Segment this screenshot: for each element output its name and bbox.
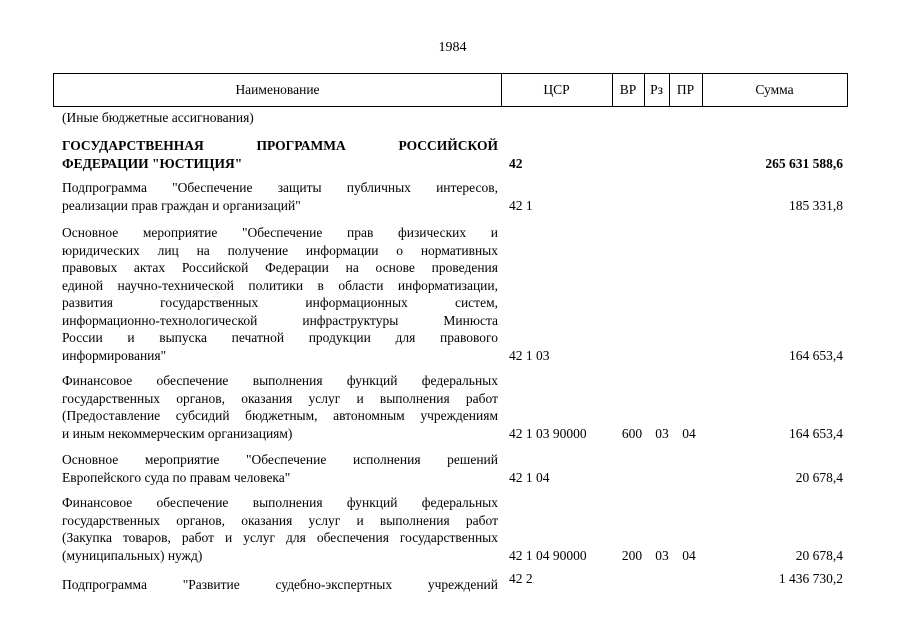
row-rz: 03 (655, 547, 669, 563)
header-rz: Рз (644, 74, 670, 106)
row-name-line: Европейского суда по правам человека" (62, 469, 291, 485)
row-sum: 265 631 588,6 (765, 155, 843, 171)
row-name-line: (Закупка товаров, работ и услуг для обеспечения государственных (62, 530, 498, 545)
row-sum: 164 653,4 (789, 425, 843, 441)
row-name (62, 179, 498, 214)
row-name (62, 372, 498, 442)
row-name-line: развития государственных информационных систем, (62, 295, 498, 310)
row-name-line: Подпрограмма "Обеспечение защиты публичных интересов, (62, 180, 498, 195)
row-name-line: ФЕДЕРАЦИИ "ЮСТИЦИЯ" (62, 155, 243, 171)
header-pr: ПР (669, 74, 703, 106)
row-name-line: юридических лиц на получение информации о нормативных (62, 242, 498, 258)
row-csr: 42 2 (509, 571, 533, 586)
row-name-line: России и выпуска печатной продукции для правового (62, 330, 498, 345)
row-name-line: (Предоставление субсидий бюджетным, автономным учреждениям (62, 408, 498, 423)
row-name (62, 494, 498, 564)
row-name-line: государственных органов, оказания услуг и выполнения работ (62, 390, 498, 406)
row-vr: 200 (621, 547, 643, 563)
row-name-line: (Иные бюджетные ассигнования) (62, 110, 254, 125)
row-csr: 42 1 (509, 197, 533, 213)
page-number: 1984 (438, 40, 467, 55)
row-sum: 20 678,4 (795, 547, 843, 563)
row-name-line: Подпрограмма "Развитие судебно-экспертных учреждений (62, 577, 498, 592)
row-rz: 03 (655, 425, 669, 441)
row-name (62, 576, 498, 594)
row-pr: 04 (682, 547, 696, 563)
row-name-line: Финансовое обеспечение выполнения функций федеральных (62, 373, 498, 388)
row-name-line: информационно-технологической инфраструктуры Минюста (62, 312, 498, 328)
row-name-line: ГОСУДАРСТВЕННАЯ ПРОГРАММА РОССИЙСКОЙ (62, 138, 498, 153)
row-name (62, 451, 498, 486)
row-name-line: единой научно-технической политики в области информатизации, (62, 277, 498, 293)
row-sum: 20 678,4 (795, 469, 843, 485)
row-name (62, 224, 498, 364)
row-name (62, 109, 498, 127)
row-name-line: Основное мероприятие "Обеспечение прав физических и (62, 225, 498, 240)
row-csr: 42 1 04 (509, 469, 550, 485)
row-name-line: Основное мероприятие "Обеспечение исполнения решений (62, 452, 498, 467)
row-name-line: Финансовое обеспечение выполнения функций федеральных (62, 495, 498, 510)
header-sum: Сумма (755, 82, 794, 97)
table-header (53, 73, 848, 107)
header-vr: ВР (612, 74, 645, 106)
row-name-line: реализации прав граждан и организаций" (62, 197, 301, 213)
row-csr: 42 1 04 90000 (509, 547, 587, 563)
row-pr: 04 (682, 425, 696, 441)
header-csr: ЦСР (501, 74, 613, 106)
row-sum: 1 436 730,2 (778, 571, 843, 586)
row-name (62, 137, 498, 172)
header-name: Наименование (54, 74, 502, 106)
row-csr: 42 (509, 155, 523, 171)
row-name-line: правовых актах Российской Федерации на основе проведения (62, 260, 498, 275)
row-sum: 164 653,4 (789, 347, 843, 363)
row-csr: 42 1 03 (509, 347, 550, 363)
row-name-line: и иным некоммерческим организациям) (62, 425, 293, 441)
row-csr: 42 1 03 90000 (509, 425, 587, 441)
row-name-line: (муниципальных) нужд) (62, 547, 203, 563)
row-name-line: информирования" (62, 347, 167, 363)
row-name-line: государственных органов, оказания услуг и выполнения работ (62, 512, 498, 528)
row-sum: 185 331,8 (789, 197, 843, 213)
row-vr: 600 (621, 425, 643, 441)
